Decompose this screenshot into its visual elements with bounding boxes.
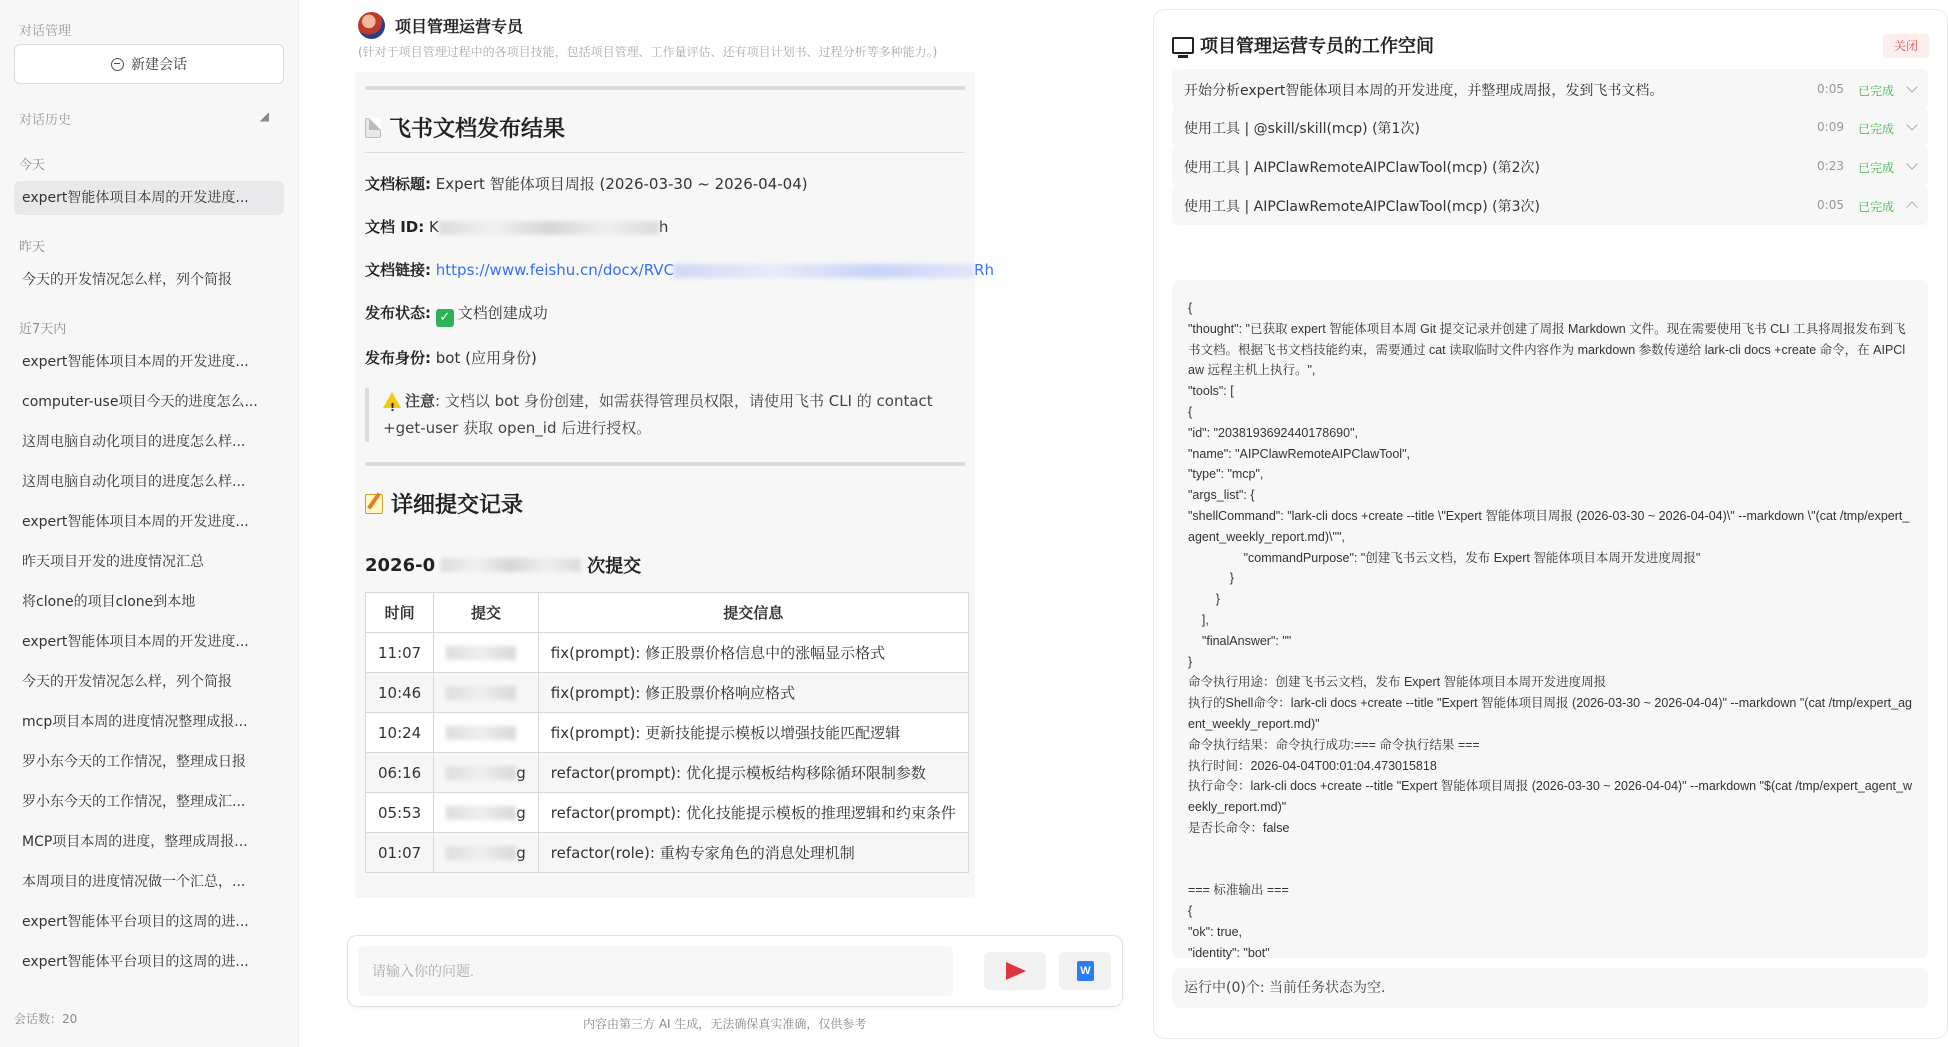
history-item[interactable]: 罗小东今天的工作情况，整理成汇... — [22, 794, 246, 810]
commit-author — [434, 753, 539, 793]
history-item[interactable]: expert智能体项目本周的开发进度... — [22, 514, 249, 530]
doc-title-label: 文档标题: — [365, 175, 431, 193]
history-item[interactable]: 这周电脑自动化项目的进度怎么样... — [22, 474, 246, 490]
commit-message: refactor(prompt): 优化技能提示模板的推理逻辑和约束条件 — [538, 793, 968, 833]
sidebar — [0, 0, 299, 1047]
divider — [365, 462, 965, 466]
group-last7: 近7天内 — [19, 322, 67, 337]
redacted-author — [446, 766, 516, 780]
redacted-author — [446, 806, 516, 820]
question-input[interactable] — [358, 946, 953, 996]
commit-author-suffix: g — [516, 803, 526, 822]
table-header-row — [366, 593, 969, 633]
workspace-title: 项目管理运营专员的工作空间 — [1200, 36, 1434, 57]
commit-time: 10:24 — [366, 713, 434, 753]
redacted-author — [446, 726, 516, 740]
step-title: 使用工具 | @skill/skill(mcp) (第1次) — [1184, 121, 1420, 137]
doc-link-label: 文档链接: — [365, 261, 431, 279]
step-title: 使用工具 | AIPClawRemoteAIPClawTool(mcp) (第3次) — [1184, 199, 1540, 215]
ai-disclaimer: 内容由第三方 AI 生成，无法确保真实准确，仅供参考 — [583, 1017, 867, 1031]
history-item[interactable]: 昨天项目开发的进度情况汇总 — [22, 554, 204, 570]
history-item[interactable]: expert智能体项目本周的开发进度... — [22, 354, 249, 370]
commit-author — [434, 793, 539, 833]
doc-status-value: 文档创建成功 — [457, 304, 548, 322]
doc-identity-value: bot (应用身份) — [435, 349, 537, 367]
chat-input-box — [347, 935, 1123, 1007]
history-item[interactable]: 本周项目的进度情况做一个汇总，... — [22, 874, 246, 890]
step-item[interactable] — [1172, 185, 1928, 225]
table-row — [366, 673, 969, 713]
step-status: 已完成 — [1857, 122, 1894, 136]
doc-id-prefix: K — [429, 218, 439, 236]
step-status: 已完成 — [1857, 200, 1894, 214]
chevron-up-icon — [1906, 201, 1917, 212]
step-item[interactable] — [1172, 146, 1928, 186]
table-row — [366, 713, 969, 753]
step-item[interactable] — [1172, 69, 1928, 109]
commits-heading-text: 详细提交记录 — [391, 493, 524, 518]
history-title: 对话历史 — [19, 113, 72, 128]
history-item[interactable]: 今天的开发情况怎么样，列个简报 — [22, 674, 232, 690]
step-status: 已完成 — [1857, 161, 1894, 175]
doc-identity-row — [365, 346, 965, 370]
history-item[interactable]: expert智能体项目本周的开发进度... — [22, 634, 249, 650]
workspace-header — [1172, 32, 1434, 58]
chevron-down-icon — [1906, 158, 1917, 169]
chevron-down-icon — [1906, 119, 1917, 130]
bot-description: (针对于项目管理过程中的各项目技能，包括项目管理、工作量评估、还有项目计划书、过程分析等多种能力。) — [358, 45, 938, 59]
sidebar-section-title: 对话管理 — [19, 24, 72, 39]
new-chat-label: 新建会话 — [131, 57, 187, 73]
doc-link[interactable] — [436, 261, 994, 279]
commit-author — [434, 833, 539, 873]
send-icon — [1006, 962, 1026, 980]
history-item[interactable]: expert智能体平台项目的这周的进... — [22, 954, 249, 970]
commit-time: 10:46 — [366, 673, 434, 713]
history-item[interactable]: expert智能体平台项目的这周的进... — [22, 914, 249, 930]
commit-author — [434, 633, 539, 673]
new-chat-button[interactable] — [14, 44, 284, 84]
history-item[interactable]: computer-use项目今天的进度怎么... — [22, 394, 258, 410]
group-today: 今天 — [19, 158, 46, 173]
commits-table — [365, 592, 969, 873]
warning-icon — [383, 392, 401, 408]
chat-bubble-icon — [111, 58, 124, 71]
divider — [365, 86, 965, 90]
redacted-date — [441, 558, 581, 572]
commit-message: fix(prompt): 更新技能提示模板以增强技能匹配逻辑 — [538, 713, 968, 753]
memo-icon — [365, 494, 383, 514]
commit-author — [434, 673, 539, 713]
word-doc-button[interactable] — [1059, 952, 1111, 990]
commits-heading — [365, 488, 965, 528]
commit-time: 05:53 — [366, 793, 434, 833]
history-item[interactable]: MCP项目本周的进度，整理成周报... — [22, 834, 248, 850]
conversation-count: 会话数：20 — [14, 1012, 78, 1026]
chevron-down-icon — [1906, 81, 1917, 92]
commit-author-suffix: g — [516, 843, 526, 862]
workspace-panel — [1153, 9, 1948, 1039]
history-item[interactable]: 这周电脑自动化项目的进度怎么样... — [22, 434, 246, 450]
column-header: 提交 — [434, 593, 539, 633]
note-label: 注意 — [405, 392, 436, 410]
history-item[interactable]: expert智能体项目本周的开发进度... — [14, 181, 284, 215]
bot-avatar — [358, 12, 385, 39]
history-header — [19, 109, 269, 128]
step-time: 0:23 — [1817, 159, 1844, 173]
commit-time: 06:16 — [366, 753, 434, 793]
doc-title-row — [365, 172, 965, 196]
commit-message: fix(prompt): 修正股票价格响应格式 — [538, 673, 968, 713]
send-button[interactable] — [984, 952, 1046, 990]
step-item[interactable] — [1172, 107, 1928, 147]
doc-id-suffix: h — [658, 218, 669, 236]
doc-title-value: Expert 智能体项目周报 (2026-03-30 ~ 2026-04-04) — [435, 175, 808, 193]
clear-history-icon[interactable]: ◢ — [259, 109, 269, 123]
step-time: 0:09 — [1817, 120, 1844, 134]
step-log-panel[interactable] — [1172, 280, 1928, 958]
redacted-author — [446, 846, 516, 860]
commit-date-prefix: 2026-0 — [365, 554, 436, 576]
step-title: 使用工具 | AIPClawRemoteAIPClawTool(mcp) (第2次) — [1184, 160, 1540, 176]
redacted-doc-id — [439, 221, 659, 235]
table-row — [366, 833, 969, 873]
step-status: 已完成 — [1857, 84, 1894, 98]
close-button[interactable]: 关闭 — [1883, 34, 1929, 58]
bot-name: 项目管理运营专员 — [395, 17, 524, 36]
doc-status-row — [365, 301, 965, 327]
commit-message: refactor(role): 重构专家角色的消息处理机制 — [538, 833, 968, 873]
redacted-author — [446, 646, 516, 660]
doc-link-prefix: https://www.feishu.cn/docx/RVC — [435, 261, 675, 279]
history-item[interactable]: 今天的开发情况怎么样，列个简报 — [22, 272, 232, 288]
doc-identity-label: 发布身份: — [365, 349, 431, 367]
commit-date-heading — [365, 552, 965, 578]
doc-link-suffix: Rh — [974, 261, 994, 279]
step-title: 开始分析expert智能体项目本周的开发进度，并整理成周报，发到飞书文档。 — [1184, 83, 1664, 99]
note-text: : 文档以 bot 身份创建，如需获得管理员权限，请使用飞书 CLI 的 contact +get-user 获取 open_id 后进行授权。 — [383, 392, 933, 437]
run-status: 运行中(0)个: 当前任务状态为空. — [1172, 968, 1928, 1008]
history-item[interactable]: 将clone的项目clone到本地 — [22, 594, 196, 610]
doc-id-row — [365, 215, 965, 239]
assistant-message — [355, 72, 994, 898]
bot-header — [358, 12, 523, 39]
word-doc-icon: W — [1077, 961, 1094, 981]
monitor-icon — [1172, 37, 1194, 54]
step-time: 0:05 — [1817, 82, 1844, 96]
commit-date-suffix: 次提交 — [587, 556, 642, 577]
redacted-author — [446, 686, 516, 700]
step-time: 0:05 — [1817, 198, 1844, 212]
check-icon: ✓ — [436, 309, 454, 327]
group-yesterday: 昨天 — [19, 240, 46, 255]
commit-time: 01:07 — [366, 833, 434, 873]
note-block — [365, 388, 965, 442]
table-row — [366, 793, 969, 833]
table-row — [366, 633, 969, 673]
step-log-text: { "thought": "已获取 expert 智能体项目本周 Git 提交记录并创建了周报 Markdown 文件。现在需要使用飞书 CLI 工具将周报发布到飞书文档。根据飞书文档技能约束，需要通过 cat 读取临时文件内容作为 markdown 参数传递给 lark-cli docs +create 命令，在 AIPClaw 远程主机上执行。", "tools": [ { "id": "2038193692440178690", "name": "AIPClawRemoteAIPClawTool", "type": "mcp", "args_list": { "shellCommand": "lark-cli docs +create --title \"Expert 智能体项目周报 (2026-03-30 ~ 2026-04-04)\" --markdown \"(cat /tmp/expert_agent_weekly_report.md)\"", "commandPurpose": "创建飞书云文档，发布 Expert 智能体项目本周开发进度周报" } } ], "finalAnswer": "" } 命令执行用途：创建飞书云文档，发布 Expert 智能体项目本周开发进度周报 执行的Shell命令：lark-cli docs +create --title "Expert 智能体项目周报 (2026-03-30 ~ 2026-04-04)" --markdown "(cat /tmp/expert_agent_weekly_report.md)" 命令执行结果：命令执行成功:=== 命令执行结果 === 执行时间：2026-04-04T00:01:04.473015818 执行命令：lark-cli docs +create --title "Expert 智能体项目周报 (2026-03-30 ~ 2026-04-04)" --markdown "$(cat /tmp/expert_agent_weekly_report.md)" 是否长命令：false === 标准输出 === { "ok": true, "identity": "bot" — [1188, 301, 1912, 960]
doc-result-heading — [365, 112, 965, 153]
history-item[interactable]: mcp项目本周的进度情况整理成报... — [22, 714, 248, 730]
history-item[interactable]: 罗小东今天的工作情况，整理成日报 — [22, 754, 246, 770]
commit-message: refactor(prompt): 优化提示模板结构移除循环限制参数 — [538, 753, 968, 793]
commit-author — [434, 713, 539, 753]
doc-result-heading-text: 飞书文档发布结果 — [389, 117, 566, 142]
doc-id-label: 文档 ID: — [365, 218, 425, 236]
doc-link-row — [365, 258, 994, 282]
document-icon — [365, 118, 381, 138]
column-header: 时间 — [366, 593, 434, 633]
redacted-link — [674, 264, 974, 278]
commit-time: 11:07 — [366, 633, 434, 673]
commit-author-suffix: g — [516, 763, 526, 782]
doc-status-label: 发布状态: — [365, 304, 431, 322]
table-row — [366, 753, 969, 793]
commit-message: fix(prompt): 修正股票价格信息中的涨幅显示格式 — [538, 633, 968, 673]
column-header: 提交信息 — [538, 593, 968, 633]
